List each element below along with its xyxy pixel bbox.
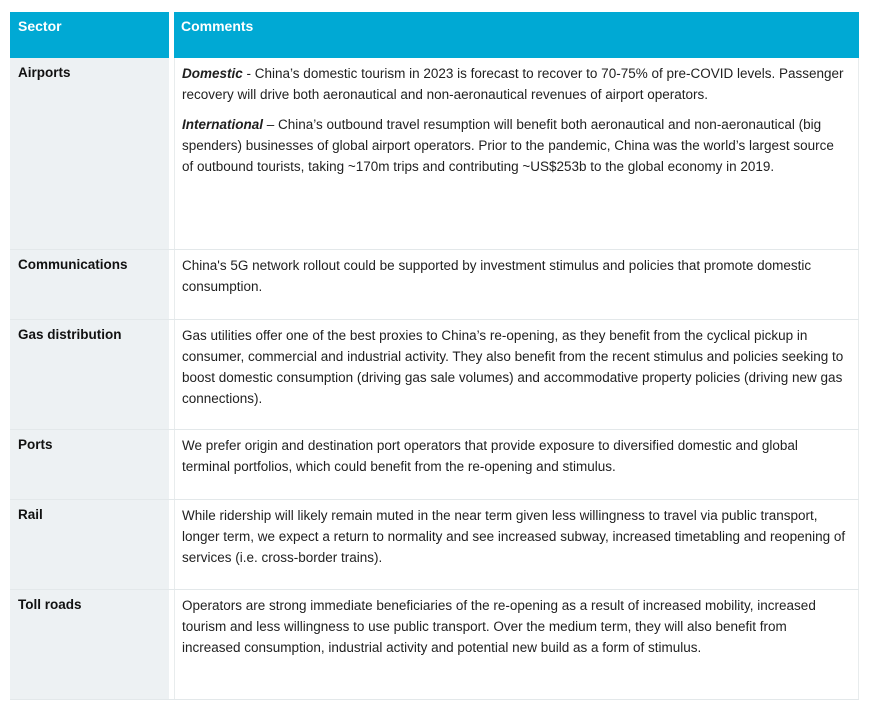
comments-cell-communications (174, 250, 859, 319)
comments-cell-airports (174, 58, 859, 249)
table-row (10, 430, 859, 500)
sector-cell-toll-roads: Toll roads (10, 590, 169, 699)
paragraph-lead: Domestic (182, 66, 243, 81)
header-cell-comments: Comments (174, 12, 859, 58)
sector-cell-rail: Rail (10, 500, 169, 589)
comment-paragraph: Operators are strong immediate beneficiaries of the re-opening as a result of increased mobility, increased tourism and less willingness to use public transport. Over the medium term, they will also benefit from increased consumption, industrial activity and potential new build as a form of stimulus. (182, 598, 816, 655)
table-row (10, 320, 859, 430)
header-cell-sector: Sector (10, 12, 169, 58)
comments-cell-ports (174, 430, 859, 499)
sector-comments-table (10, 12, 859, 700)
paragraph-text: – China’s outbound travel resumption will benefit both aeronautical and non-aeronautical (big spenders) businesses of global airport operators. Prior to the pandemic, China was the world’s largest source of outbound tourists, taking ~170m trips and contributing ~US$253b to the global economy in 2019. (182, 117, 834, 174)
table-row (10, 58, 859, 250)
sector-cell-ports: Ports (10, 430, 169, 499)
paragraph-lead: International (182, 117, 264, 132)
paragraph-text: - China’s domestic tourism in 2023 is forecast to recover to 70-75% of pre-COVID levels. Passenger recovery will drive both aeronautical and non-aeronautical revenues of airport operators. (182, 66, 844, 102)
comments-cell-toll-roads (174, 590, 859, 699)
comment-paragraph: China's 5G network rollout could be supported by investment stimulus and policies that promote domestic consumption. (182, 258, 812, 294)
comment-paragraph (182, 114, 846, 177)
table-row (10, 590, 859, 700)
table-row (10, 500, 859, 590)
comment-paragraph: While ridership will likely remain muted in the near term given less willingness to travel via public transport, longer term, we expect a return to normality and see increased subway, increased timetabling and reopening of services (i.e. cross-border trains). (182, 508, 846, 565)
table-row (10, 250, 859, 320)
comments-cell-gas-distribution (174, 320, 859, 429)
sector-cell-communications: Communications (10, 250, 169, 319)
sector-cell-gas-distribution: Gas distribution (10, 320, 169, 429)
comments-cell-rail (174, 500, 859, 589)
comment-paragraph (182, 63, 846, 105)
table-header-row (10, 12, 859, 58)
sector-cell-airports: Airports (10, 58, 169, 249)
comment-paragraph: Gas utilities offer one of the best proxies to China’s re-opening, as they benefit from the cyclical pickup in consumer, commercial and industrial activity. They also benefit from the recent stimulus and policies seeking to boost domestic consumption (driving gas sale volumes) and accommodative property policies (driving new gas connections). (182, 328, 844, 406)
comment-paragraph: We prefer origin and destination port operators that provide exposure to diversified domestic and global terminal portfolios, which could benefit from the re-opening and stimulus. (182, 438, 798, 474)
